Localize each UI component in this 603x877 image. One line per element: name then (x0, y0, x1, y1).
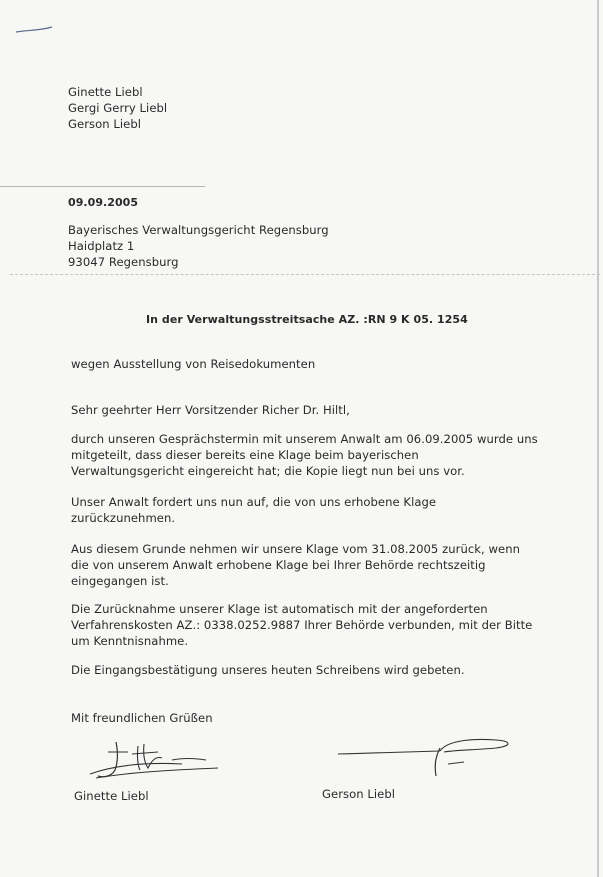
salutation: Sehr geehrter Herr Vorsitzender Richer Dr. Hiltl, (71, 403, 350, 417)
paragraph-4-line-1: Die Zurücknahme unserer Klage ist automatisch mit der angeforderten (71, 602, 488, 616)
paragraph-2-line-1: Unser Anwalt fordert uns nun auf, die von uns erhobene Klage (71, 495, 437, 509)
right-scan-edge (597, 0, 599, 877)
paragraph-2-line-2: zurückzunehmen. (71, 511, 176, 525)
paragraph-4-line-2: Verfahrenskosten AZ.: 0338.0252.9887 Ihrer Behörde verbunden, mit der Bitte (71, 618, 533, 632)
recipient-line-2: Haidplatz 1 (68, 239, 135, 253)
sender-name-1: Ginette Liebl (68, 85, 143, 99)
regarding-line: wegen Ausstellung von Reisedokumenten (71, 357, 316, 371)
sender-name-3: Gerson Liebl (68, 117, 142, 131)
signatory-name-1: Ginette Liebl (74, 789, 149, 803)
signature-gerson (336, 734, 516, 780)
subject-line: In der Verwaltungsstreitsache AZ. :RN 9 K 05. 1254 (146, 313, 468, 326)
sender-name-2: Gergi Gerry Liebl (68, 101, 168, 115)
paragraph-3-line-2: die von unserem Anwalt erhobene Klage bei Ihrer Behörde rechtszeitig (71, 558, 486, 572)
paragraph-3-line-1: Aus diesem Grunde nehmen wir unsere Klage vom 31.08.2005 zurück, wenn (71, 542, 521, 556)
fold-line-top (0, 186, 205, 187)
signatory-name-2: Gerson Liebl (322, 787, 396, 801)
paragraph-1-line-3: Verwaltungsgericht eingereicht hat; die Kopie liegt nun bei uns vor. (71, 464, 465, 478)
letter-date: 09.09.2005 (68, 196, 139, 209)
paragraph-3-line-3: eingegangen ist. (71, 574, 169, 588)
closing: Mit freundlichen Grüßen (71, 711, 213, 725)
fold-line-middle (10, 274, 600, 275)
recipient-line-1: Bayerisches Verwaltungsgericht Regensburg (68, 223, 329, 237)
scan-mark (14, 22, 58, 36)
recipient-line-3: 93047 Regensburg (68, 255, 179, 269)
paragraph-1-line-1: durch unseren Gesprächstermin mit unserem Anwalt am 06.09.2005 wurde uns (71, 432, 538, 446)
paragraph-5-line-1: Die Eingangsbestätigung unseres heuten Schreibens wird gebeten. (71, 663, 465, 677)
signature-ginette (82, 738, 222, 782)
paragraph-1-line-2: mitgeteilt, dass dieser bereits eine Klage beim bayerischen (71, 448, 419, 462)
paragraph-4-line-3: um Kenntnisnahme. (71, 634, 189, 648)
